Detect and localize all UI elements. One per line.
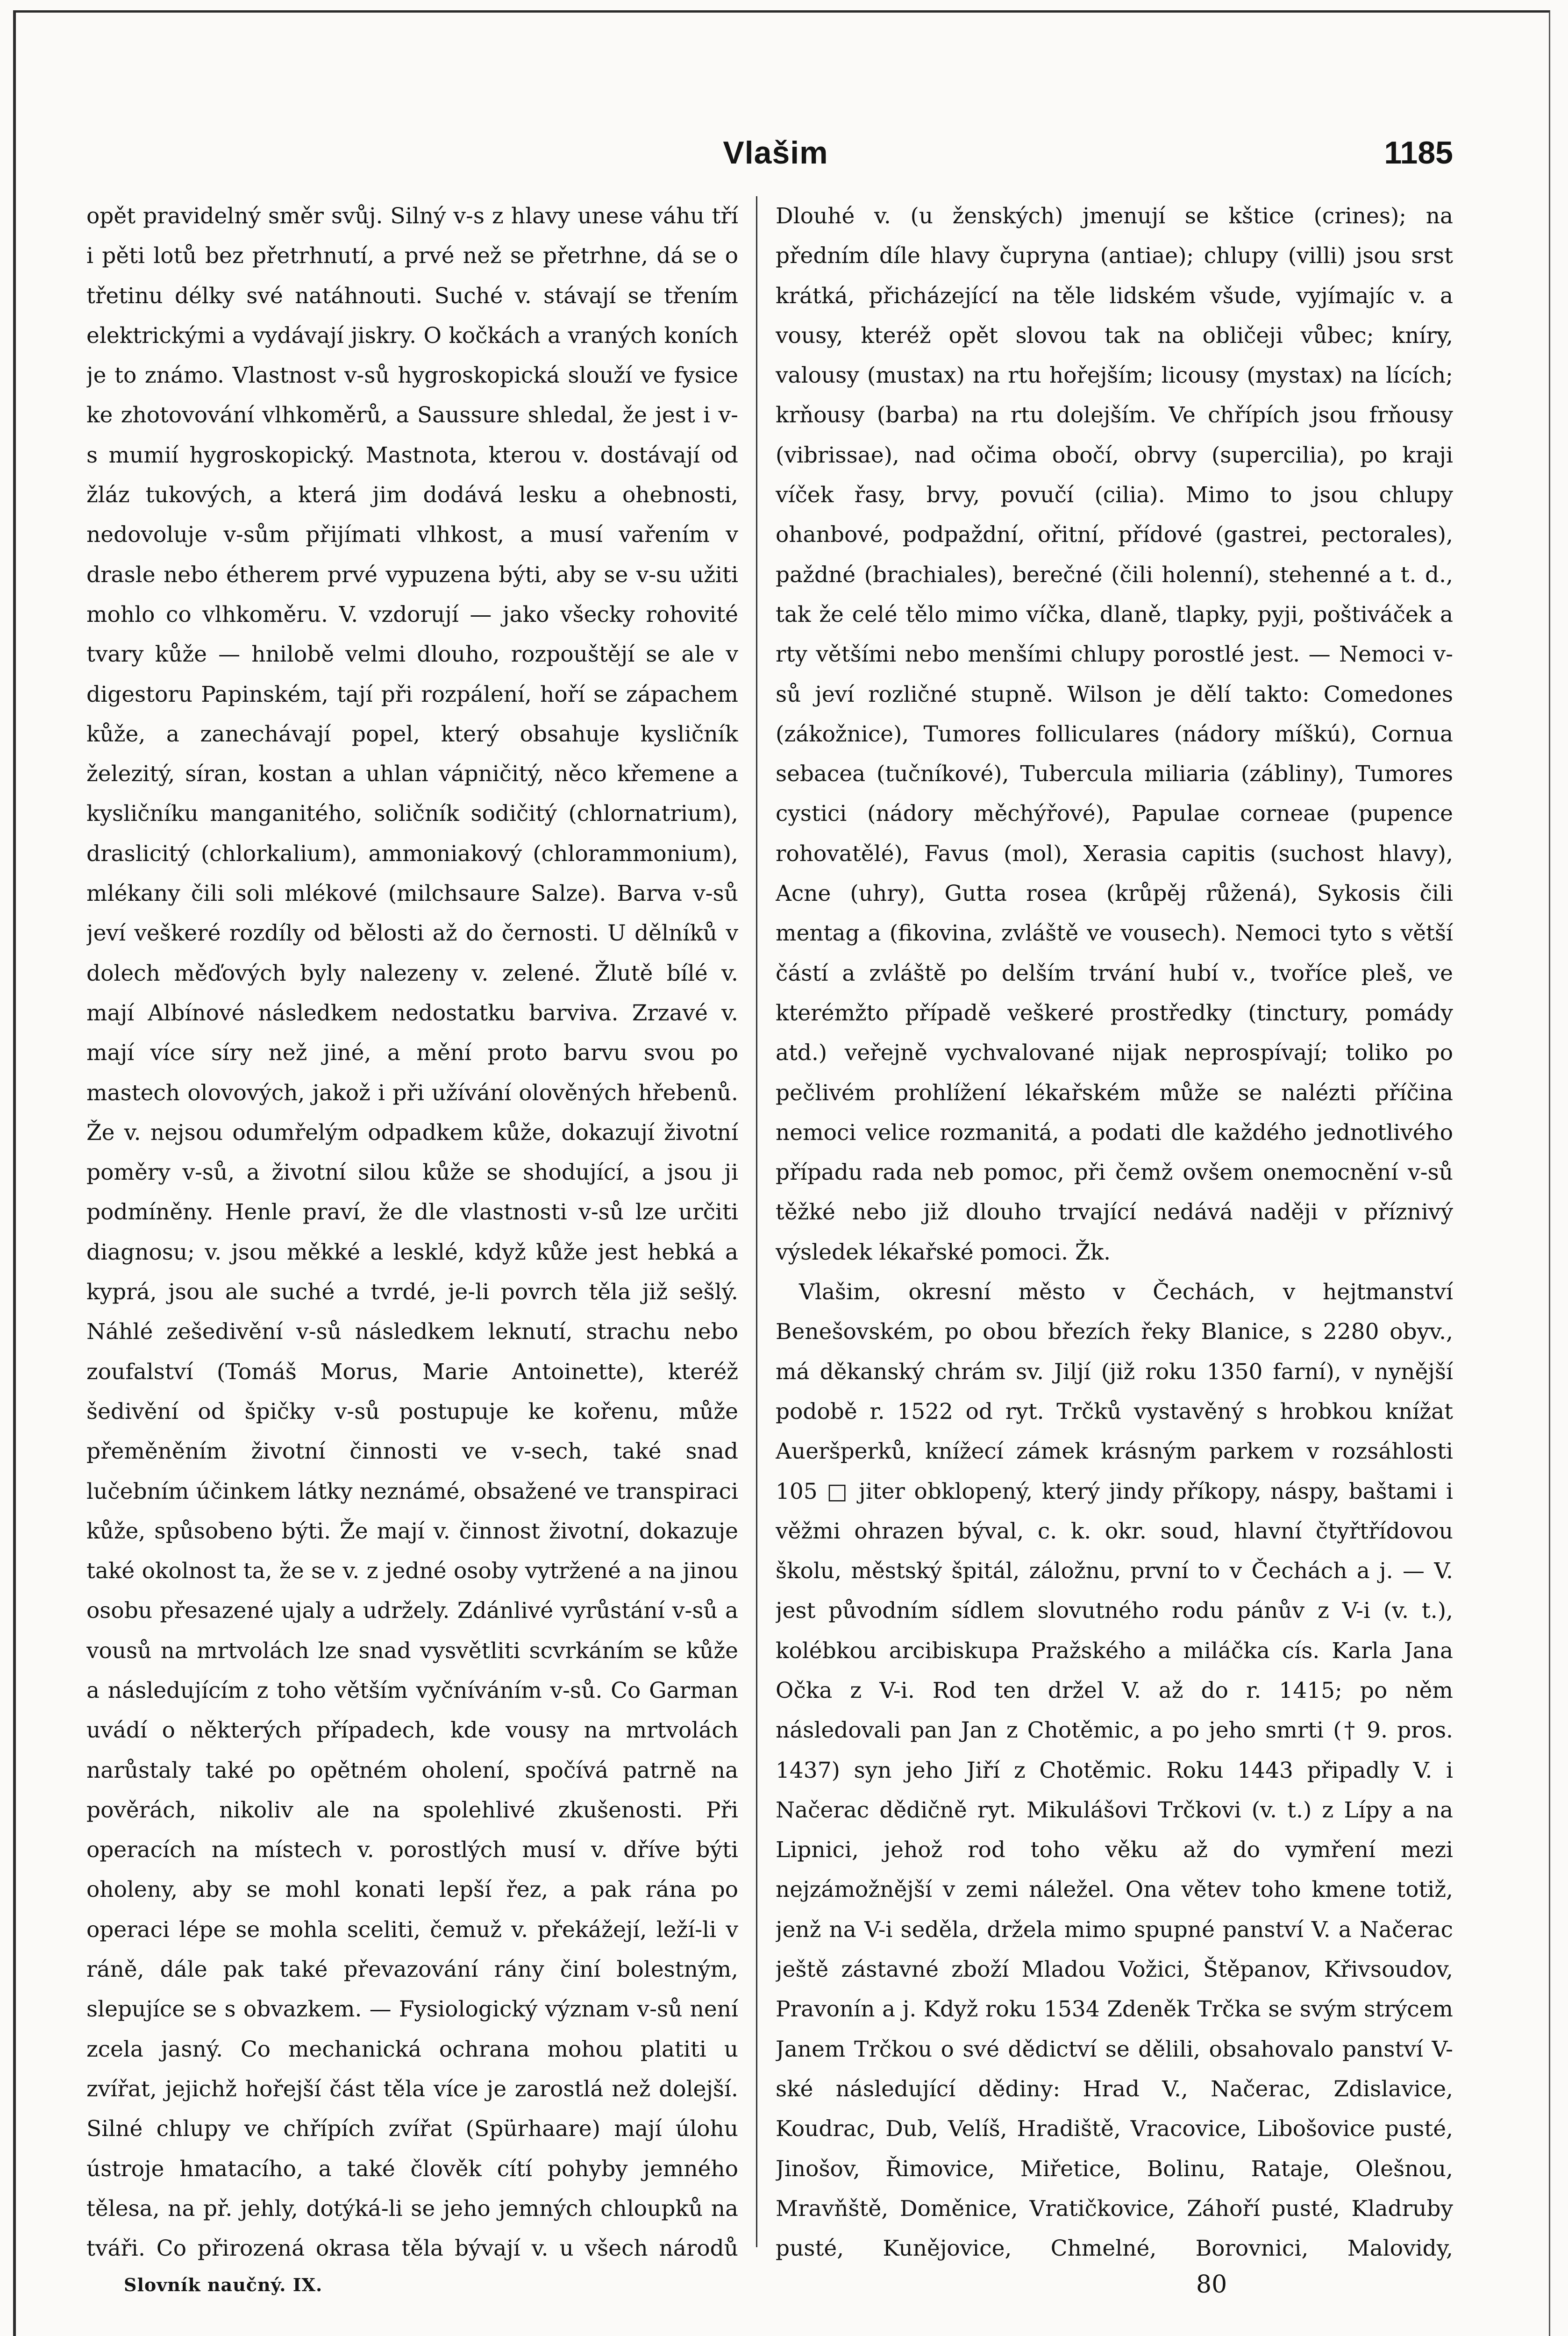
page-number: 1185 <box>1384 135 1453 171</box>
footer-sheet-number: 80 <box>1196 2271 1227 2299</box>
left-paragraph-1: opět pravidelný směr svůj. Silný v-s z hlavy unese váhu tří i pěti lotů bez přetrhnutí, a prvé než se přetrhne, dá se o třetinu délky své natáhnouti. Suché v. stávají se třením elektrickými a vydávají jiskry. O kočkách a vraných koních je to známo. Vlastnost v-sů hygroskopická slouží ve fysice ke zhotovování vlhkoměrů, a Saussure shledal, že jest i v-s mumií hygroskopický. Mastnota, kterou v. dostávají od žláz tukových, a která jim dodává lesku a ohebnosti, nedovoluje v-sům přijímati vlhkost, a musí vařením v drasle nebo étherem prvé vypuzena býti, aby se v-su užiti mohlo co vlhkoměru. V. vzdorují — jako všecky rohovité tvary kůže — hnilobě velmi dlouho, rozpouštějí se ale v digestoru Papinském, tají při rozpálení, hoří se zápachem kůže, a zanechávají popel, který obsahuje kysličník železitý, síran, kostan a uhlan vápničitý, něco křemene a kysličníku manganitého, soličník sodičitý (chlornatrium), draslicitý (chlorkalium), ammoniakový (chlorammonium), mlékany čili soli mlékové (milchsaure Salze). Barva v-sů jeví veškeré rozdíly od bělosti až do černosti. U dělníků v dolech měďových byly nalezeny v. zelené. Žlutě bílé v. mají Albínové následkem nedostatku barviva. Zrzavé v. mají více síry než jiné, a mění proto barvu svou po mastech olovových, jakož i při užívání olověných hřebenů. Že v. nejsou odumřelým odpadkem kůže, dokazují životní poměry v-sů, a životní silou kůže se shodující, a jsou ji podmíněny. Henle praví, že dle vlastnosti v-sů lze určiti diagnosu; v. jsou měkké a lesklé, když kůže jest hebká a kyprá, jsou ale suché a tvrdé, je-li povrch těla již sešlý. Náhlé zešedivění v-sů následkem leknutí, strachu nebo zoufalství (Tomáš Morus, Marie Antoinette), kteréž šedivění od špičky v-sů postupuje ke kořenu, může přeměněním životní činnosti ve v-sech, také snad lučebním účinkem látky neznámé, obsažené ve transpiraci kůže, spůsobeno býti. Že mají v. činnost životní, dokazuje také okolnost ta, že se v. z jedné osoby vytržené a na jinou osobu přesazené ujaly a udržely. Zdánlivé vyrůstání v-sů a vousů na mrtvolách lze snad vysvětliti scvrkáním se kůže a následujícím z toho větším vyčníváním v-sů. Co Garman uvádí o některých případech, kde vousy na mrtvolách narůstaly také po opětném oholení, spočívá patrně na pověrách, nikoliv ale na spolehlivé zkušenosti. Při operacích na místech v. porostlých musí v. dříve býti oholeny, aby se mohl konati lepší řez, a pak rána po operaci lépe se mohla sceliti, čemuž v. překážejí, leží-li v ráně, dále pak také převazování rány činí bolestným, slepujíce se s obvazkem. — Fysiologický význam v-sů není zcela jasný. Co mechanická ochrana mohou platiti u zvířat, jejichž hořejší část těla více je zarostlá než dolejší. Silné chlupy ve chřípích zvířat (Spürhaare) mají úlohu ústroje hmatacího, a také člověk cítí pohyby jemného tělesa, na př. jehly, dotýká-li se jeho jemných chloupků na tváři. Co přirozená okrasa těla bývají v. u všech národů <box>86 203 738 2261</box>
entry-vlasim: Vlašim, okresní město v Čechách, v hejtmanství Benešovském, po obou březích řeky Blanice, s 2280 obyv., má děkanský chrám sv. Jiljí (již roku 1350 farní), v nynější podobě r. 1522 od ryt. Trčků vystavěný s hrobkou knížat Aueršperků, knížecí zámek krásným parkem v rozsáhlosti 105 □ jiter obklopený, který jindy příkopy, náspy, baštami i věžmi ohrazen býval, c. k. okr. soud, hlavní čtyřtřídovou školu, městský špitál, záložnu, první to v Čechách a j. — V. jest původním sídlem slovutného rodu pánův z V-i (v. t.), kolébkou arcibiskupa Pražského a miláčka cís. Karla Jana Očka z V-i. Rod ten držel V. až do r. 1415; po něm následovali pan Jan z Chotěmic, a po jeho smrti († 9. pros. 1437) syn jeho Jiří z Chotěmic. Roku 1443 připadly V. i Načerac dědičně ryt. Mikulášovi Trčkovi (v. t.) z Lípy a na Lipnici, jehož rod toho věku až do vymření mezi nejzámožnější v zemi náležel. Ona větev toho kmene totiž, jenž na V-i seděla, držela mimo spupné panství V. a Načerac ještě zástavné zboží Mladou Vožici, Štěpanov, Křivsoudov, Pravonín a j. Když roku 1534 Zdeněk Trčka se svým strýcem Janem Trčkou o své dědictví se dělili, obsahovalo panství V-ské následující dědiny: Hrad V., Načerac, Zdislavice, Koudrac, Dub, Velíš, Hradiště, Vracovice, Libošovice pusté, Jinošov, Řimovice, Miřetice, Bolinu, Rataje, Olešnou, Mravňště, Doměnice, Vratičkovice, Záhoří pusté, Kladruby pusté, Kunějovice, Chmelné, Borovnici, Malovidy, <box>776 1279 1453 2261</box>
running-head-title: Vlašim <box>723 135 828 171</box>
footer-signature: Slovník naučný. IX. <box>124 2274 323 2295</box>
column-divider <box>756 196 757 2247</box>
right-paragraph-1: Dlouhé v. (u ženských) jmenují se kštice (crines); na předním díle hlavy čupryna (antiae); chlupy (villi) jsou srst krátká, přicházející na těle lidském všude, vyjímajíc v. a vousy, kteréž opět slovou tak na obličeji vůbec; kníry, valousy (mustax) na rtu hořejším; licousy (mystax) na lících; krňousy (barba) na rtu dolejším. Ve chřípích jsou frňousy (vibrissae), nad očima obočí, obrvy (supercilia), po kraji víček řasy, brvy, povučí (cilia). Mimo to jsou chlupy ohanbové, podpaždní, ořitní, přídové (gastrei, pectorales), paždné (brachiales), berečné (čili holenní), stehenné a t. d., tak že celé tělo mimo víčka, dlaně, tlapky, pyji, poštiváček a rty většími nebo menšími chlupy porostlé jest. — Nemoci v-sů jeví rozličné stupně. Wilson je dělí takto: Comedones (zákožnice), Tumores folliculares (nádory míškú), Cornua sebacea (tučníkové), Tubercula miliaria (zábliny), Tumores cystici (nádory měchýřové), Papulae corneae (pupence rohovatělé), Favus (mol), Xerasia capitis (suchost hlavy), Acne (uhry), Gutta rosea (krůpěj růžená), Sykosis čili mentag a (fikovina, zvláště ve vousech). Nemoci tyto s větší částí a zvláště po delším trvání hubí v., tvoříce pleš, ve kterémžto případě veškeré prostředky (tinctury, pomády atd.) veřejně vychvalované nijak neprospívají; toliko po pečlivém prohlížení lékařském může se nalézti příčina nemoci velice rozmanitá, a podati dle každého jednotlivého případu rada neb pomoc, při čemž ovšem onemocnění v-sů těžké nebo již dlouho trvající nedává naději v příznivý výsledek lékařské pomoci. Žk. <box>776 203 1453 1265</box>
right-column <box>776 196 1453 2261</box>
left-column <box>86 196 738 2261</box>
